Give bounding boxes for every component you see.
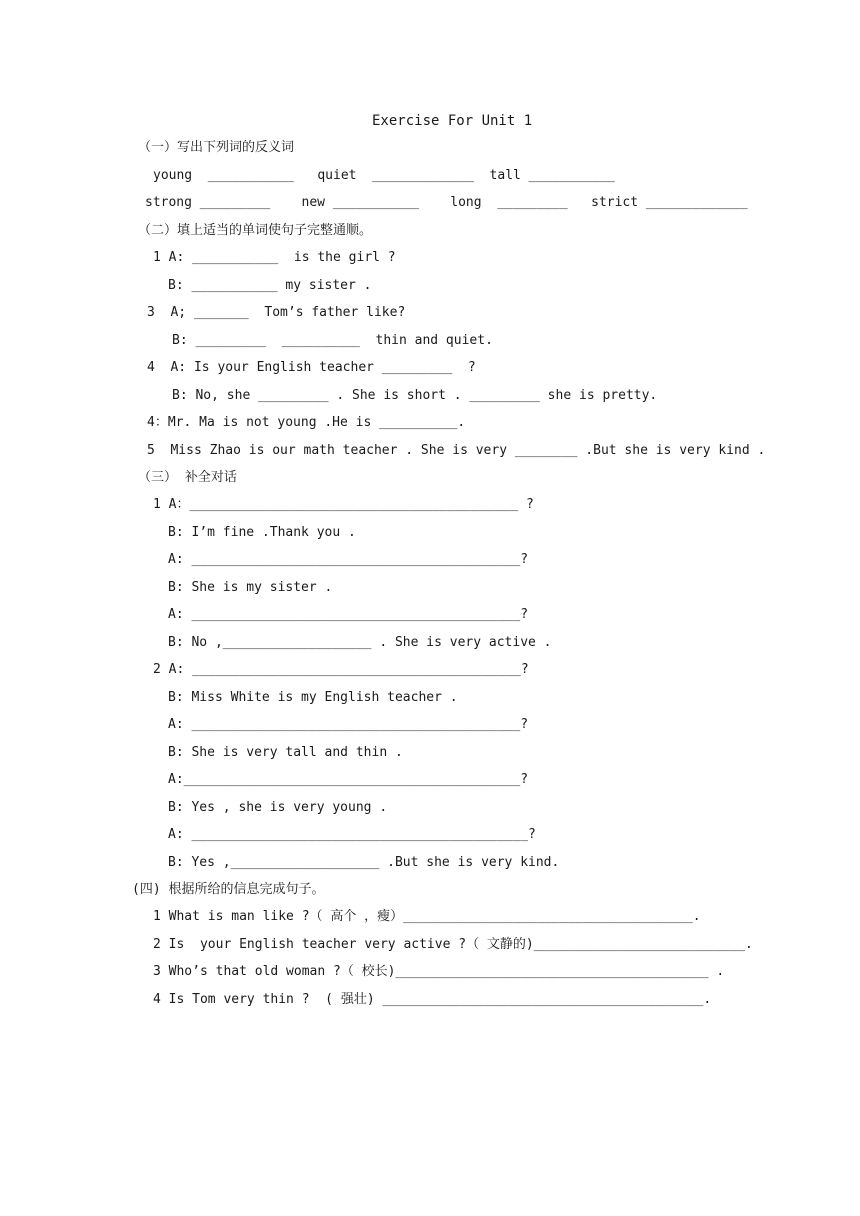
fill-line-7: 4：Mr. Ma is not young .He is __________. [147,415,466,430]
fill-line-3: 3 A; _______ Tom’s father like? [147,305,406,320]
dialogue-line: A: ___________________________________________? [168,827,536,842]
complete-sentence-2: 2 Is your English teacher very active ?（ 文静的)___________________________. [153,937,753,952]
dialogue-line: B: No ,___________________ . She is very active . [168,635,552,650]
dialogue-line: 1 A：__________________________________________ ? [153,497,534,512]
section-4-heading: (四) 根据所给的信息完成句子。 [132,882,325,897]
section-1-heading: （一）写出下列词的反义词 [138,140,295,155]
dialogue-line: B: Yes , she is very young . [168,800,388,815]
dialogue-line: 2 A: __________________________________________? [153,662,529,677]
fill-line-2: B: ___________ my sister . [168,278,372,293]
section-2-heading: （二）填上适当的单词使句子完整通顺。 [138,223,373,238]
fill-line-8: 5 Miss Zhao is our math teacher . She is very ________ .But she is very kind . [147,443,766,458]
dialogue-line: A: __________________________________________? [168,717,529,732]
fill-line-1: 1 A: ___________ is the girl ? [153,250,396,265]
complete-sentence-3: 3 Who’s that old woman ?（ 校长)________________________________________ . [153,964,725,979]
section-3-heading: （三） 补全对话 [138,470,237,485]
complete-sentence-1: 1 What is man like ?（ 高个 ，瘦）_____________________________________. [153,909,701,924]
dialogue-line: A: __________________________________________? [168,607,529,622]
dialogue-line: B: I’m fine .Thank you . [168,525,356,540]
dialogue-line: B: Yes ,___________________ .But she is very kind. [168,855,560,870]
antonym-row-1: young ___________ quiet _____________ tall ___________ [153,168,615,183]
dialogue-line: B: Miss White is my English teacher . [168,690,458,705]
dialogue-line: A:___________________________________________? [168,772,529,787]
complete-sentence-4: 4 Is Tom very thin ? ( 强壮) _________________________________________. [153,992,712,1007]
worksheet-title: Exercise For Unit 1 [372,113,533,129]
dialogue-line: A: __________________________________________? [168,552,529,567]
fill-line-5: 4 A: Is your English teacher _________ ? [147,360,476,375]
dialogue-line: B: She is my sister . [168,580,333,595]
fill-line-6: B: No, she _________ . She is short . _________ she is pretty. [172,388,658,403]
antonym-row-2: strong _________ new ___________ long _________ strict _____________ [145,195,748,210]
fill-line-4: B: _________ __________ thin and quiet. [172,333,493,348]
dialogue-line: B: She is very tall and thin . [168,745,403,760]
